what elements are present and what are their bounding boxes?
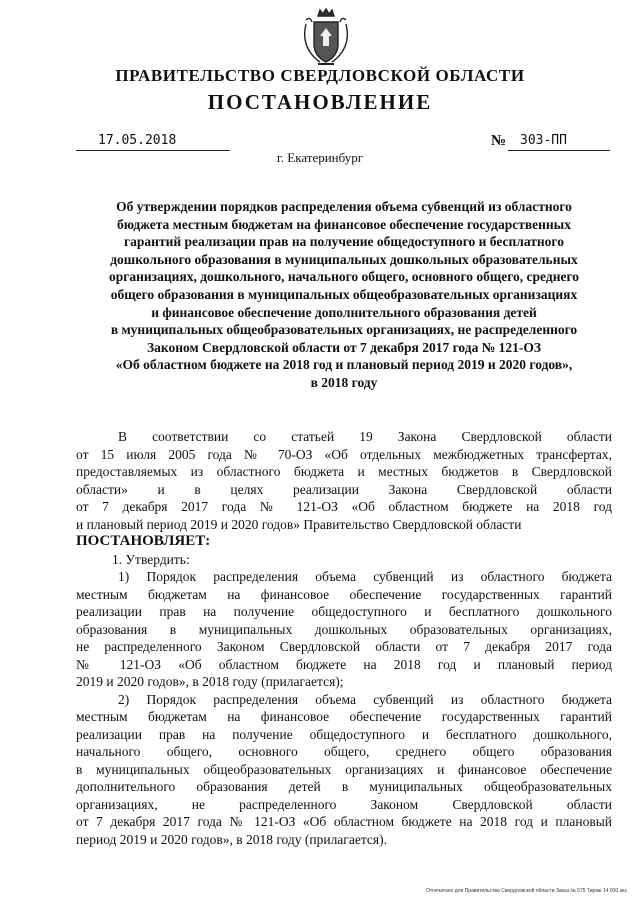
- body-line: период 2019 и 2020 годов», в 2018 году (прилагается).: [76, 831, 387, 847]
- body-line: В соответствии со статьей 19 Закона Свердловской области: [118, 429, 612, 444]
- body-line: реализации прав на получение общедоступного и бесплатного дошкольного: [76, 604, 612, 619]
- body-line: 1. Утвердить:: [112, 551, 190, 567]
- subject-line: общего образования в муниципальных общеобразовательных организациях: [110, 286, 578, 302]
- body-line: и плановый период 2019 и 2020 годов» Правительство Свердловской области: [76, 516, 522, 532]
- document-body: [76, 428, 612, 848]
- document-subject: [76, 198, 612, 392]
- body-line: от 15 июля 2005 года № 70-ОЗ «Об отдельных межбюджетных трансфертах,: [76, 446, 612, 462]
- subject-line: и финансовое обеспечение дополнительного образования детей: [151, 304, 537, 320]
- body-line: от 7 декабря 2017 года № 121-ОЗ «Об областном бюджете на 2018 год и плановый: [76, 814, 612, 829]
- body-line: начального общего, основного общего, среднего общего образования: [76, 744, 612, 759]
- subject-line: в муниципальных общеобразовательных организациях, не распределенного: [110, 322, 578, 338]
- subject-line: гарантий реализации прав на получение общедоступного и бесплатного: [124, 234, 564, 250]
- body-line: от 7 декабря 2017 года № 121-ОЗ «Об областном бюджете на 2018 год: [76, 499, 612, 514]
- subject-line: организациях, дошкольного, начального общего, основного общего, среднего: [108, 269, 580, 285]
- government-title: ПРАВИТЕЛЬСТВО СВЕРДЛОВСКОЙ ОБЛАСТИ: [115, 66, 525, 85]
- body-line: местным бюджетам на финансовое обеспечение государственных гарантий: [76, 709, 612, 724]
- subject-line: дошкольного образования в муниципальных дошкольных образовательных: [110, 251, 578, 267]
- body-line: в муниципальных общеобразовательных организациях и финансовое обеспечение: [76, 761, 612, 777]
- document-date: 17.05.2018: [76, 131, 230, 151]
- subject-line: Об утверждении порядков распределения объема субвенций из областного: [116, 199, 572, 214]
- subject-line: Законом Свердловской области от 7 декабря 2017 года № 121-ОЗ: [146, 339, 542, 355]
- body-line: 1) Порядок распределения объема субвенций из областного бюджета: [118, 569, 612, 584]
- subject-line: в 2018 году: [310, 374, 378, 390]
- body-line: № 121-ОЗ «Об областном бюджете на 2018 год и плановый период: [76, 656, 612, 672]
- body-line: реализации прав на получение общедоступного и бесплатного дошкольного,: [76, 726, 612, 742]
- body-line: дополнительного образования детей в муниципальных общеобразовательных: [76, 779, 612, 794]
- body-line: не распределенного Законом Свердловской области от 7 декабря 2017 года: [76, 639, 612, 654]
- number-label: №: [491, 133, 507, 149]
- resolves-heading: ПОСТАНОВЛЯЕТ:: [76, 533, 211, 549]
- body-line: 2) Порядок распределения объема субвенций из областного бюджета: [118, 691, 612, 707]
- coat-of-arms-icon: [300, 6, 352, 68]
- subject-line: «Об областном бюджете на 2018 год и плановый период 2019 и 2020 годов»,: [115, 357, 573, 373]
- body-line: организациях, не распределенного Законом Свердловской области: [76, 796, 612, 812]
- print-footer: Отпечатано для Правительства Свердловской области Заказ № 575 Тираж 14 000 экз.: [426, 888, 628, 894]
- body-line: 2019 и 2020 годов», в 2018 году (прилагается);: [76, 674, 344, 689]
- document-type-title: ПОСТАНОВЛЕНИЕ: [207, 90, 433, 114]
- body-line: местным бюджетам на финансовое обеспечение государственных гарантий: [76, 586, 612, 602]
- subject-line: бюджета местным бюджетам на финансовое обеспечение государственных: [117, 216, 571, 232]
- document-number: 303-ПП: [508, 131, 610, 151]
- body-line: предоставляемых из областного бюджета и местных бюджетов в Свердловской: [76, 464, 612, 479]
- body-line: области» и в целях реализации Закона Свердловской области: [76, 481, 612, 497]
- body-line: образования в муниципальных дошкольных образовательных организациях,: [76, 621, 612, 637]
- document-city: г. Екатеринбург: [276, 150, 364, 165]
